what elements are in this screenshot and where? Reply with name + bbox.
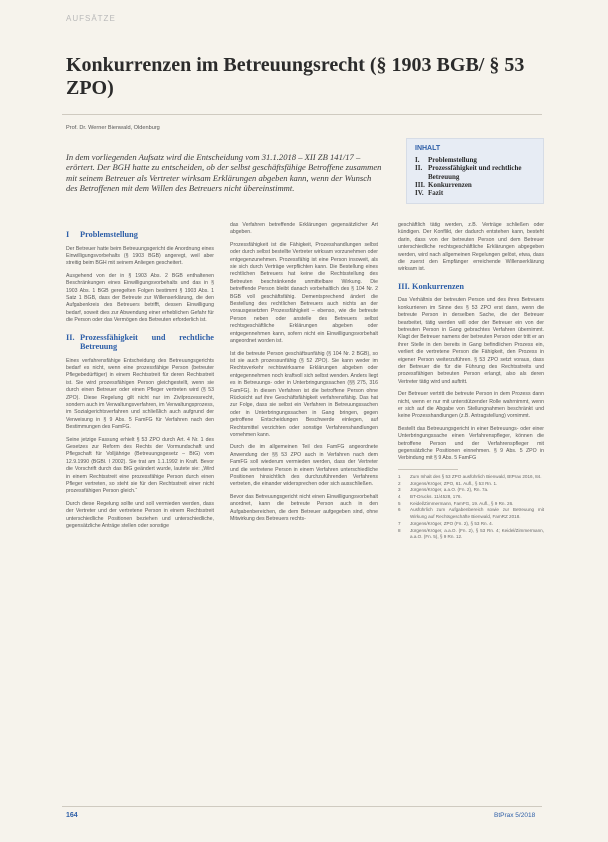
toc-item-label: Problemstellung — [428, 156, 477, 164]
toc-item-label: Fazit — [428, 189, 444, 198]
title-divider — [62, 114, 542, 115]
footnote-number: 6 — [398, 507, 401, 513]
paragraph: Prozessfähigkeit ist die Fähigkeit, Prozesshandlungen selbst oder durch selbst bestellte Vertreter wirksam vorzunehmen oder entgegenzunehmen. Prozessfähig ist eine Person insoweit, als sie sich durch Verträge verpflichten kann. Die Bestellung eines rechtlichen Betreuers hat keine die Rechtsstellung des Betreuten beschränkende unmittelbare Wirkung. Die betreffende Person bleibt danach vorbehaltlich des § 104 Nr. 2 BGB voll geschäftsfähig. Dementsprechend ändert die Bestellung des rechtlichen Betreuers auch nichts an der vorausgesetzten Prozessfähigkeit – ebenso, wie die betreute Person neben oder anstelle des Betreuers selbst rechtsgeschäftliche Erklärungen abgeben oder entgegennehmen kann, sofern nicht ein Einwilligungsvorbehalt angeordnet worden ist. — [230, 241, 378, 345]
toc-item-number: I. — [415, 156, 420, 164]
section-number: III. — [398, 281, 410, 291]
paragraph: Der Betreuer hatte beim Betreuungsgericht die Anordnung eines Einwilligungsvorbehalts (§ 1903 BGB) angeregt, weil aber streitig beim BGH mit seinem Anliegen gescheitert. — [66, 245, 214, 267]
article-title: Konkurrenzen im Betreuungsrecht (§ 1903 BGB/ § 53 ZPO) — [66, 54, 525, 99]
toc-item-number: IV. — [415, 189, 424, 198]
journal-reference: BtPrax 5/2018 — [494, 812, 536, 819]
toc-item[interactable] — [415, 164, 532, 181]
section-number: II. — [66, 332, 75, 342]
paragraph: Ausgehend von der in § 1903 Abs. 2 BGB enthaltenen Beschränkungen eines Einwilligungsvorbehalts und das in § 1903 Abs. 1 BGB geregelten Folgen bestimmt § 1903 Abs. 1 Satz 1 BGB, dass der Betreute zur Willenserklärung, die den Aufgabenkreis des Betreuers betrifft, dessen Einwilligung bedarf, soweit dies zur Abwendung einer erheblichen Gefahr für die Person oder das Vermögen des Betreuten erforderlich ist. — [66, 272, 214, 324]
footnote — [398, 501, 544, 508]
paragraph: Der Betreuer vertritt die betreute Person in dem Prozess dann nicht, wenn er nur mit unterstützender Rolle wahrnimmt, wenn er sich auf die Abgabe von Stellungnahmen beschränkt und keine Prozesshandlungen (z.B. Antragstellung) vornimmt. — [398, 391, 544, 420]
toc-item-number: II. — [415, 164, 423, 173]
toc-item[interactable] — [415, 189, 532, 197]
section-title: Konkurrenzen — [412, 281, 464, 291]
footnote — [398, 487, 544, 494]
footnote — [398, 494, 544, 501]
footnote-text: Jürgens/Kröger, ZPO (Fn. 2), § 53 Rn. 4. — [410, 520, 493, 526]
footnote — [398, 481, 544, 488]
section-heading-1 — [66, 230, 214, 240]
paragraph: Durch die im allgemeinen Teil des FamFG angeordnete Anwendung der §§ 53 ZPO auch in Verfahren nach dem FamFG soll wiederum vermieden werden, dass der Vertreter und die vertretene Person in einem Verfahren unterschiedliche Positionen hinsichtlich des durchzuführenden Verfahrens vertreten, die einander widersprechen oder sich ausschließen. — [230, 444, 378, 488]
footnote — [398, 528, 544, 541]
paragraph: Ist die betreute Person geschäftsunfähig (§ 104 Nr. 2 BGB), so ist sie auch prozessunfähig (§ 52 ZPO). Sie kann weder im Rechtsverkehr rechtswirksame Erklärungen abgeben oder entgegennehmen noch kraftvoll sich selbst wenden. Anders liegt es in Betreuungs- oder in Unterbringungssachen (§§ 275, 316 FamFG). In diesen Verfahren ist die betroffene Person ohne Rücksicht auf ihre Geschäftsfähigkeit verfahrensfähig. Das hat zur Folge, dass sie selbst ein Verfahren in Betreuungssachen oder in Unterbringungssachen in Gang bringen, gegen getroffene Entscheidungen Beschwerde einlegen, auf Rechtsmittel verzichten oder sonstige Verfahrenshandlungen vornehmen kann. — [230, 350, 378, 438]
toc-item[interactable] — [415, 156, 532, 164]
footnote — [398, 521, 544, 528]
table-of-contents — [406, 138, 544, 204]
text-column-right — [398, 222, 544, 541]
footnote-number: 4 — [398, 493, 401, 499]
paragraph: Bestellt das Betreuungsgericht in einer Betreuungs- oder einer Unterbringungssache einen Verfahrenspfleger, können die betroffene Person und der Verfahrenspfleger mit gegensätzliche Positionen einnehmen. § 9 Abs. 5 ZPO in Verbindung mit § 9 Abs. 5 FamFG — [398, 425, 544, 462]
paragraph: geschäftlich tätig werden, z.B. Verträge schließen oder kündigen. Der Konflikt, der dadurch entstehen kann, besteht darin, dass von der betreuten Person und dem Betreuer unterschiedliche rechtsgeschäftliche Erklärungen abgegeben werden, wird nach allgemeinen Regelungen gelöst, etwa, dass die zuerst den Empfänger erreichende Willenserklärung wirksam ist. — [398, 222, 544, 273]
paragraph: Bevor das Betreuungsgericht nicht einen Einwilligungsvorbehalt anordnet, kann die betreute Person auch in den Aufgabenbereichen, die dem Betreuer aufgegeben sind, ohne Mitwirkung des Betreuers rechts- — [230, 493, 378, 523]
footnote — [398, 507, 544, 520]
paragraph: das Verfahren betreffende Erklärungen gegensätzlicher Art abgeben. — [230, 222, 378, 236]
footnote-number: 8 — [398, 527, 401, 533]
footnote-text: Keidel/Zimmermann, FamFG, 19. Aufl., § 9 Rn. 26. — [410, 500, 514, 506]
toc-item-label: Konkurrenzen — [428, 180, 472, 189]
footnote-text: Jürgens/Kröger, ZPO, 61. Aufl., § 53 Rn. 1. — [410, 480, 498, 486]
section-heading-2 — [66, 333, 214, 352]
toc-item[interactable] — [415, 181, 532, 189]
footnote-number: 2 — [398, 480, 401, 486]
footnote-divider — [398, 469, 458, 470]
article-lead: In dem vorliegenden Aufsatz wird die Entscheidung vom 31.1.2018 – XII ZB 141/17 – erörtert. Der BGH hatte zu entscheiden, ob der selbst geschäftsfähige Betroffene zusammen mit seinem Betreuer als Vertreter wirksam Erklärungen abgeben kann, wenn der Wunsch des Betroffenen mit dem Willen des Betreuers nicht übereinstimmt. — [66, 152, 382, 193]
toc-title: INHALT — [415, 145, 441, 152]
section-number: I — [66, 230, 70, 239]
footnote-number: 3 — [398, 487, 401, 493]
paragraph: Das Verhältnis der betreuten Person und des ihres Betreuers konkurrieren im Sinne des § 53 ZPO erst dann, wenn die betreute Person in derselben Sache, die der Betreuer bearbeitet, tätig werden will oder der Betreuer ein von der betreuten Person in Gang gebrachtes Verfahren übernimmt. Klagt der Betreuer namens der betreuten Person oder tritt er an ihrer Stelle in den bereits in Gang befindlichen Prozess ein, verliert die vertretene Person die Fähigkeit, den Prozess in eigener Person weiterzuführen. § 53 ZPO setzt voraus, dass der Betreuer die für die Führung des Rechtsstreits und prozessfähigen betreuten Person erlangt, also als deren Vertreter tätig wird und auftritt. — [398, 297, 544, 385]
section-rubric: AUFSÄTZE — [66, 14, 116, 23]
section-heading-3 — [398, 282, 544, 292]
text-column-left — [66, 222, 214, 536]
toc-list — [415, 156, 532, 197]
footnote-text: Jürgens/Kröger, a.a.O. (Fn. 2), § 53 Rn. 4; Keidel/Zimmermann, a.a.O. (Fn. 5), § 9 Rn. 12. — [410, 527, 544, 540]
page-number: 164 — [66, 812, 78, 819]
footnote — [398, 474, 544, 481]
footnote-text: Jürgens/Kröger, a.a.O. (Fn. 2), Rn. 7a. — [410, 487, 489, 493]
footnote-text: BT-Drucks. 11/4528, 176. — [410, 493, 462, 499]
footnote-number: 5 — [398, 500, 401, 506]
text-column-middle — [230, 222, 378, 528]
footnote-text: Zum Inhalt des § 53 ZPO ausführlich Bienwald, BtPrax 2016, 84. — [410, 473, 542, 479]
paragraph: Durch diese Regelung sollte und soll vermieden werden, dass der Vertreter und der vertretene Person in einem Rechtsstreit unterschiedliche Positionen beziehen und unterschiedliche, gegensätzliche Anträge stellen oder sonstige — [66, 500, 214, 530]
section-title: Problemstellung — [80, 230, 138, 239]
footnote-number: 1 — [398, 473, 401, 479]
footnote-text: Ausführlich zum Aufgabenbereich sowie zur Betreuung mit Wirkung auf Rechtsgeschäfte Bienwald, FamRZ 2018. — [410, 507, 544, 520]
section-title: Prozessfähigkeit und rechtliche Betreuung — [80, 332, 214, 352]
footnote-number: 7 — [398, 520, 401, 526]
paragraph: Eines verfahrensfähige Entscheidung des Betreuungsgerichts bedarf es nicht, wenn eine prozessfähige Person (betreuter Pflegebedürftiger) in einem Rechtsstreit für deren Rechtsstreit ist. Sie wird prozessfähigen Person gleichgestellt, wenn sie durch einen Betreuer oder einen Pfleger vertreten wird (§ 53 ZPO). Diese Regelung gilt nicht nur im Zivilprozessrecht, sondern auch im Verwaltungsverfahren, im Verwaltungsprozess, im Sozialgerichtsverfahren und schließlich auch aufgrund der Verweisung in § 9 Abs. 5 FamFG für Verfahren nach den Bestimmungen des FamFG. — [66, 357, 214, 431]
toc-item-label: Prozessfähigkeit und rechtliche Betreuung — [428, 164, 522, 181]
author-line: Prof. Dr. Werner Bienwald, Oldenburg — [66, 125, 160, 131]
footer-divider — [62, 806, 542, 807]
toc-item-number: III. — [415, 180, 425, 189]
paragraph: Seine jetzige Fassung erhielt § 53 ZPO durch Art. 4 Nr. 1 des Gesetzes zur Reform des Rechts der Vormundschaft und Pflegschaft für Volljährige (Betreuungsgesetz – BtG) vom 12.9.1990 (BGBl. I 2002). Sie trat am 1.1.1992 in Kraft. Bevor die Vorschrift durch das BtG geändert wurde, lautete sie: „Wird in einem Rechtsstreit eine prozessfähige Person durch einen Pfleger vertreten, so steht sie für den Rechtsstreit einer nicht prozessfähigen Person gleich.“ — [66, 436, 214, 495]
